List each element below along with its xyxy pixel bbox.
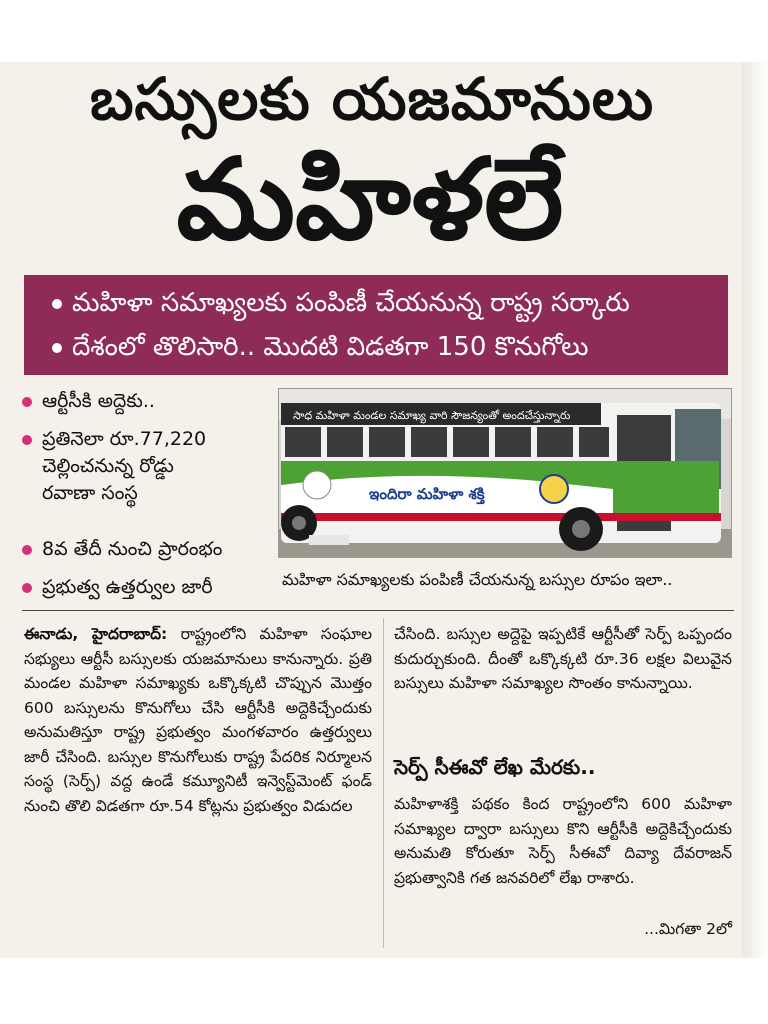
section-divider: [22, 610, 734, 611]
bus-label: ఇందిరా మహిళా శక్తి: [369, 485, 485, 503]
bus-photo: [278, 388, 732, 558]
highlight-banner: [24, 275, 728, 375]
article-subheading: సెర్ప్ సీఈవో లేఖ మేరకు..: [394, 755, 596, 779]
continued-on-page: ...మిగతా 2లో: [644, 920, 732, 938]
scan-bottom-margin: [0, 958, 768, 1024]
article-body-text: చేసింది. బస్సుల అద్దెపై ఇప్పటికే ఆర్టీసీతో సెర్ప్ ఒప్పందం కుదుర్చుకుంది. దీంతో ఒక్కొక్కటి రూ.36 లక్షల విలువైన బస్సులు మహిళా సమాఖ్యల సొంతం కానున్నాయి.: [394, 625, 732, 692]
article-column-3: [394, 792, 732, 932]
article-body-text: మహిళాశక్తి పథకం కింద రాష్ట్రంలోని 600 మహిళా సమాఖ్యల ద్వారా బస్సులు కొని ఆర్టీసీకి అద్దెకిచ్చేందుకు అనుమతి కోరుతూ సెర్ప్ సీఈవో దివ్యా దేవరాజన్ ప్రభుత్వానికి గత జనవరిలో లేఖ రాశారు.: [394, 795, 732, 887]
scan-right-edge: [742, 62, 768, 962]
key-point-text: ప్రతినెలా రూ.77,220 చెల్లించనున్న రోడ్డు రవాణా సంస్థ: [42, 428, 207, 504]
bullet-dot-icon: [22, 583, 32, 593]
key-point-text: 8వ తేదీ నుంచి ప్రారంభం: [42, 538, 223, 560]
banner-line: [52, 327, 722, 367]
photo-caption: మహిళా సమాఖ్యలకు పంపిణీ చేయనున్న బస్సుల రూపం ఇలా..: [282, 570, 673, 589]
headline-main: మహిళలే: [176, 135, 564, 265]
article-dateline: ఈనాడు, హైదరాబాద్:: [24, 625, 168, 643]
banner-line-text: దేశంలో తొలిసారి.. మొదటి విడతగా 150 కొనుగోలు: [72, 332, 589, 362]
column-divider: [383, 618, 384, 948]
headline-kicker: బస్సులకు యజమానులు: [89, 65, 655, 133]
article-body-text: రాష్ట్రంలోని మహిళా సంఘాల సభ్యులు ఆర్టీసీ బస్సులకు యజమానులు కానున్నారు. ప్రతి మండల మహిళా సమాఖ్యకు ఒక్కొక్కటి చొప్పున మొత్తం 600 బస్సులను కొనుగోలు చేసి ఆర్టీసీకి అద్దెకిచ్చేందుకు అనుమతిస్తూ రాష్ట్ర ప్రభుత్వం మంగళవారం ఉత్తర్వులు జారీ చేసింది. బస్సుల కొనుగోలుకు రాష్ట్ర పేదరిక నిర్మూలన సంస్థ (సెర్ప్) వద్ద ఉండే కమ్యూనిటీ ఇన్వెస్ట్‌మెంట్ ఫండ్ నుంచి తొలి విడతగా రూ.54 కోట్లను ప్రభుత్వం విడుదల: [24, 625, 372, 815]
banner-line-text: మహిళా సమాఖ్యలకు పంపిణీ చేయనున్న రాష్ట్ర సర్కారు: [72, 288, 630, 318]
key-point-text: ఆర్టీసీకి అద్దెకు..: [42, 390, 155, 412]
bullet-dot-icon: [52, 299, 62, 309]
article-column-1: [24, 622, 372, 922]
bullet-dot-icon: [22, 545, 32, 555]
key-points-list: [22, 388, 272, 608]
bullet-dot-icon: [22, 435, 32, 445]
bullet-dot-icon: [52, 343, 62, 353]
bullet-dot-icon: [22, 397, 32, 407]
bus-destination-banner: సాధ మహిళా మండల సమాఖ్య వారి సౌజన్యంతో అందచేస్తున్నారు: [293, 409, 571, 422]
key-point-text: ప్రభుత్వ ఉత్తర్వుల జారీ: [42, 576, 213, 598]
bus-illustration: [279, 389, 731, 557]
article-column-2: [394, 622, 732, 722]
banner-line: [52, 283, 722, 323]
scan-top-margin: [0, 0, 768, 62]
